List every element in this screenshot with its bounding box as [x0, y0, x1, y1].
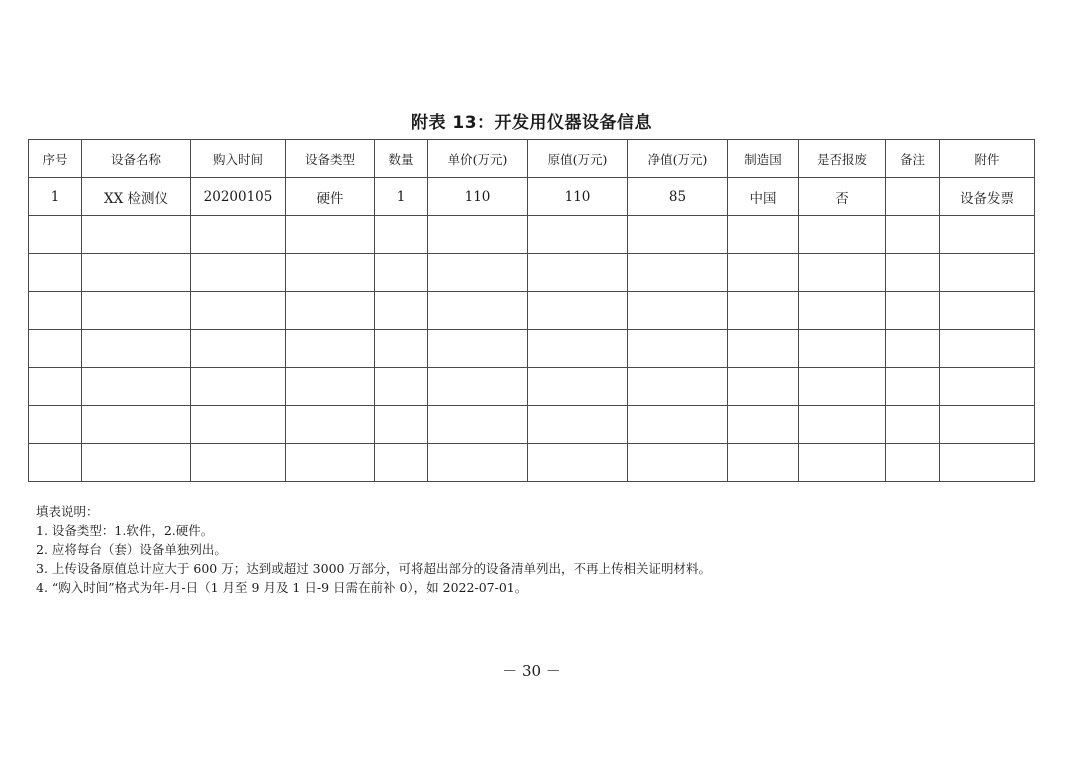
table-cell	[375, 406, 428, 444]
table-cell	[728, 254, 799, 292]
table-title: 附表 13：开发用仪器设备信息	[410, 113, 653, 133]
header-quantity: 数量	[375, 140, 428, 178]
table-cell	[628, 292, 728, 330]
table-cell	[191, 444, 286, 482]
table-cell	[82, 254, 191, 292]
table-cell: XX 检测仪	[82, 178, 191, 216]
table-cell	[528, 330, 628, 368]
table-row	[29, 178, 1035, 216]
table-cell	[728, 292, 799, 330]
table-cell: 设备发票	[940, 178, 1035, 216]
table-cell	[940, 254, 1035, 292]
table-cell	[528, 444, 628, 482]
notes-heading: 填表说明：	[36, 504, 99, 519]
table-row	[29, 444, 1035, 482]
table-cell: 1	[29, 178, 82, 216]
table-cell	[375, 254, 428, 292]
table-cell	[82, 216, 191, 254]
table-cell	[82, 444, 191, 482]
table-cell	[428, 368, 528, 406]
table-cell	[375, 368, 428, 406]
header-original-value: 原值(万元)	[528, 140, 628, 178]
header-attachment: 附件	[940, 140, 1035, 178]
table-cell	[29, 292, 82, 330]
table-cell	[191, 330, 286, 368]
table-cell	[29, 368, 82, 406]
note-item: 3. 上传设备原值总计应大于 600 万；达到或超过 3000 万部分，可将超出部分的设备清单列出，不再上传相关证明材料。	[36, 561, 711, 576]
table-header-row	[29, 140, 1035, 178]
table-cell	[428, 330, 528, 368]
table-cell	[886, 406, 940, 444]
table-cell	[728, 406, 799, 444]
table-cell	[728, 444, 799, 482]
table-cell	[428, 292, 528, 330]
table-cell	[886, 444, 940, 482]
table-cell	[286, 406, 375, 444]
table-cell	[29, 216, 82, 254]
table-cell	[375, 216, 428, 254]
table-cell	[628, 254, 728, 292]
table-cell	[375, 330, 428, 368]
header-purchase-date: 购入时间	[191, 140, 286, 178]
table-cell	[799, 216, 886, 254]
note-item: 4. “购入时间”格式为年-月-日（1 月至 9 月及 1 日-9 日需在前补 0），如 2022-07-01。	[36, 580, 528, 595]
table-cell	[940, 292, 1035, 330]
table-cell	[940, 330, 1035, 368]
table-cell: 硬件	[286, 178, 375, 216]
table-cell	[628, 216, 728, 254]
header-serial: 序号	[29, 140, 82, 178]
table-cell	[728, 216, 799, 254]
header-unit-price: 单价(万元)	[428, 140, 528, 178]
table-cell	[286, 330, 375, 368]
header-remarks: 备注	[886, 140, 940, 178]
table-cell	[528, 368, 628, 406]
table-cell	[82, 330, 191, 368]
table-row	[29, 406, 1035, 444]
table-cell	[886, 292, 940, 330]
note-item: 2. 应将每台（套）设备单独列出。	[36, 542, 227, 557]
table-row	[29, 254, 1035, 292]
equipment-table	[28, 139, 1035, 482]
table-cell	[286, 444, 375, 482]
table-cell	[886, 254, 940, 292]
table-cell	[940, 216, 1035, 254]
table-cell	[628, 444, 728, 482]
table-cell	[191, 368, 286, 406]
header-country: 制造国	[728, 140, 799, 178]
table-cell	[728, 330, 799, 368]
table-cell	[29, 406, 82, 444]
table-cell	[528, 292, 628, 330]
table-cell	[82, 406, 191, 444]
table-cell	[528, 406, 628, 444]
table-cell	[799, 368, 886, 406]
header-device-name: 设备名称	[82, 140, 191, 178]
header-device-type: 设备类型	[286, 140, 375, 178]
table-cell: 20200105	[191, 178, 286, 216]
table-cell	[191, 254, 286, 292]
table-cell	[799, 406, 886, 444]
table-cell	[29, 254, 82, 292]
page-number: － 30 －	[502, 662, 561, 680]
header-scrapped: 是否报废	[799, 140, 886, 178]
table-cell	[191, 406, 286, 444]
table-cell	[628, 406, 728, 444]
table-cell	[528, 216, 628, 254]
table-cell	[886, 216, 940, 254]
table-cell	[428, 444, 528, 482]
table-cell	[528, 254, 628, 292]
table-row	[29, 292, 1035, 330]
table-cell	[799, 330, 886, 368]
table-cell	[82, 292, 191, 330]
table-cell	[29, 444, 82, 482]
table-cell	[886, 178, 940, 216]
header-net-value: 净值(万元)	[628, 140, 728, 178]
table-cell	[940, 368, 1035, 406]
table-cell	[286, 368, 375, 406]
table-cell	[428, 406, 528, 444]
table-cell	[428, 216, 528, 254]
table-cell	[375, 292, 428, 330]
note-item: 1. 设备类型：1.软件，2.硬件。	[36, 523, 214, 538]
table-cell	[82, 368, 191, 406]
table-cell	[799, 292, 886, 330]
table-row	[29, 216, 1035, 254]
table-cell	[191, 216, 286, 254]
table-row	[29, 368, 1035, 406]
table-cell	[940, 444, 1035, 482]
table-cell	[191, 292, 286, 330]
table-cell: 1	[375, 178, 428, 216]
table-cell	[886, 368, 940, 406]
table-cell	[286, 292, 375, 330]
table-cell	[628, 368, 728, 406]
table-cell	[799, 254, 886, 292]
table-cell	[428, 254, 528, 292]
table-row	[29, 330, 1035, 368]
table-cell	[286, 216, 375, 254]
table-cell	[886, 330, 940, 368]
table-cell: 中国	[728, 178, 799, 216]
table-cell: 110	[528, 178, 628, 216]
table-cell	[728, 368, 799, 406]
table-cell	[286, 254, 375, 292]
table-cell	[799, 444, 886, 482]
table-cell	[940, 406, 1035, 444]
table-cell: 否	[799, 178, 886, 216]
table-cell	[29, 330, 82, 368]
table-cell: 85	[628, 178, 728, 216]
table-cell: 110	[428, 178, 528, 216]
table-cell	[375, 444, 428, 482]
fill-instructions	[36, 502, 711, 597]
table-cell	[628, 330, 728, 368]
